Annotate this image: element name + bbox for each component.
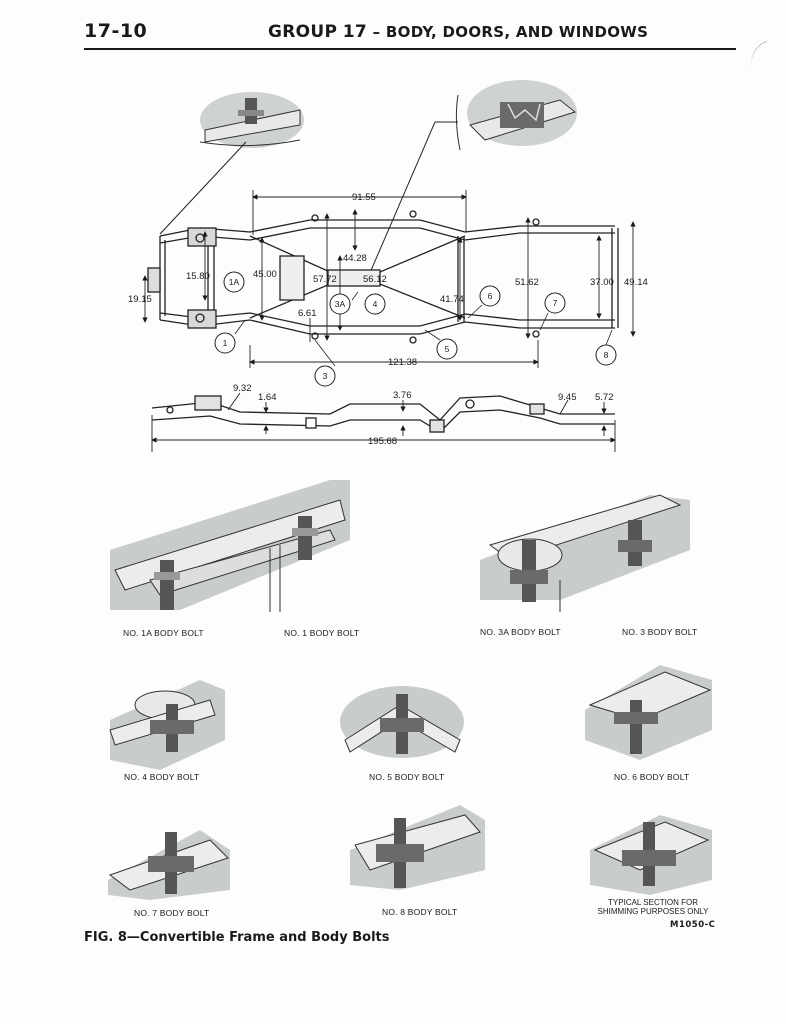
dim-49-14: 49.14 xyxy=(624,277,648,288)
dim-51-62: 51.62 xyxy=(515,277,539,288)
group-title: – BODY, DOORS, AND WINDOWS xyxy=(372,23,649,41)
dim-9-45: 9.45 xyxy=(558,392,577,403)
bolt-illustration-1a-1 xyxy=(110,480,350,612)
dim-3-76: 3.76 xyxy=(393,390,412,401)
dim-57-72: 57.72 xyxy=(313,274,337,285)
caption-bolt-1a: NO. 1A BODY BOLT xyxy=(123,628,204,638)
caption-bolt-6: NO. 6 BODY BOLT xyxy=(614,772,690,782)
caption-bolt-4: NO. 4 BODY BOLT xyxy=(124,772,200,782)
caption-bolt-8: NO. 8 BODY BOLT xyxy=(382,907,458,917)
dim-37-00: 37.00 xyxy=(590,277,614,288)
dim-56-12: 56.12 xyxy=(363,274,387,285)
page-number: 17-10 xyxy=(84,20,148,42)
caption-typical-line2: SHIMMING PURPOSES ONLY xyxy=(597,907,709,916)
callout-1a: 1A xyxy=(228,277,240,287)
detail-inset-rear xyxy=(456,80,577,150)
group-number: 17 xyxy=(342,22,368,42)
group-word: GROUP xyxy=(268,22,338,42)
bolt-illustration-7 xyxy=(108,830,230,900)
dim-121-38: 121.38 xyxy=(388,357,418,368)
callout-6: 6 xyxy=(487,291,493,301)
dim-45-00: 45.00 xyxy=(253,269,277,280)
caption-bolt-1: NO. 1 BODY BOLT xyxy=(284,628,360,638)
detail-inset-front xyxy=(200,92,304,148)
bolt-illustration-typical-section xyxy=(590,815,712,895)
bolt-illustration-6 xyxy=(585,665,712,760)
bolt-illustration-3a-3 xyxy=(480,495,690,612)
bolt-illustration-5 xyxy=(340,686,464,758)
caption-bolt-3: NO. 3 BODY BOLT xyxy=(622,627,698,637)
dim-5-72: 5.72 xyxy=(595,392,614,403)
frame-side-view xyxy=(152,396,615,432)
caption-bolt-7: NO. 7 BODY BOLT xyxy=(134,908,210,918)
dim-6-61: 6.61 xyxy=(298,308,317,319)
dim-91-55: 91.55 xyxy=(352,192,376,203)
figure-code: M1050-C xyxy=(670,920,716,930)
bolt-illustration-4 xyxy=(110,680,225,770)
callout-markers xyxy=(215,272,616,386)
frame-plan-dimension-text xyxy=(128,192,648,368)
dim-1-64: 1.64 xyxy=(258,392,277,403)
dim-9-32: 9.32 xyxy=(233,383,252,394)
dim-41-74: 41.74 xyxy=(440,294,464,305)
callout-3a: 3A xyxy=(334,299,346,309)
callout-7: 7 xyxy=(552,298,558,308)
callout-1: 1 xyxy=(222,338,228,348)
caption-bolt-5: NO. 5 BODY BOLT xyxy=(369,772,445,782)
dim-195-68: 195.68 xyxy=(368,436,398,447)
caption-bolt-3a: NO. 3A BODY BOLT xyxy=(480,627,561,637)
callout-3: 3 xyxy=(322,371,328,381)
bolt-illustration-8 xyxy=(350,805,485,890)
caption-typical-section xyxy=(588,898,718,916)
dim-19-15: 19.15 xyxy=(128,294,152,305)
dim-44-28: 44.28 xyxy=(343,253,367,264)
figure-caption: FIG. 8—Convertible Frame and Body Bolts xyxy=(84,930,390,945)
callout-5: 5 xyxy=(444,344,450,354)
callout-4: 4 xyxy=(372,299,378,309)
dim-15-80: 15.80 xyxy=(186,271,210,282)
caption-typical-line1: TYPICAL SECTION FOR xyxy=(608,898,698,907)
frame-side-dimension-text xyxy=(233,383,614,447)
callout-8: 8 xyxy=(603,350,609,360)
